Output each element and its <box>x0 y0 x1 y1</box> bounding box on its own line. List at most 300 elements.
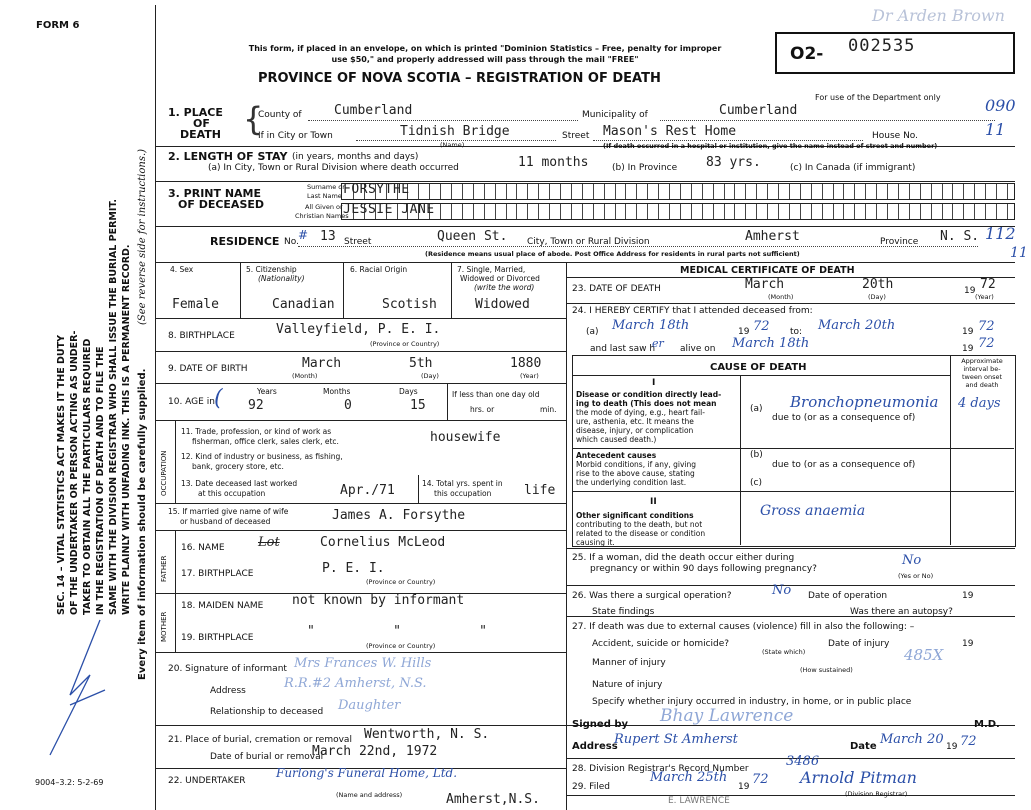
name-char-cell <box>854 184 855 199</box>
name-char-cell <box>669 184 670 199</box>
name-char-cell <box>952 204 953 219</box>
q14-field[interactable]: life <box>524 483 556 498</box>
racial-field[interactable]: Scotish <box>382 297 437 312</box>
margin-line-3: TAKER TO OBTAIN ALL THE PARTICULARS REQUIRED <box>82 338 93 615</box>
name-char-cell <box>582 184 583 199</box>
margin-scribble-icon <box>40 615 120 765</box>
name-char-cell <box>549 204 550 219</box>
occ-div-1 <box>418 475 419 503</box>
city-field[interactable]: Tidnish Bridge <box>400 124 510 139</box>
margin-line-2: OF THE UNDERTAKER OR PERSON ACTING AS UNDER- <box>69 330 80 615</box>
cause-header: CAUSE OF DEATH <box>710 362 807 373</box>
father-section-label: FATHER <box>160 555 168 582</box>
municipality-line <box>660 120 995 121</box>
name-char-cell <box>800 204 801 219</box>
certify-from-yr[interactable]: 72 <box>753 319 770 334</box>
q29-yr-prefix: 19 <box>738 782 750 792</box>
citizenship-field[interactable]: Canadian <box>272 297 335 312</box>
q29-registrar[interactable]: Arnold Pitman <box>800 768 917 787</box>
residence-city-label: City, Town or Rural Division <box>527 237 650 247</box>
marital-field[interactable]: Widowed <box>475 297 530 312</box>
cause-a-interval[interactable]: 4 days <box>958 396 1001 411</box>
q25-label-2: pregnancy or within 90 days following pregnancy? <box>590 564 817 574</box>
direct-cause-5: disease, injury, or complication <box>576 426 694 435</box>
dob-day-field[interactable]: 5th <box>409 356 433 371</box>
q13-field[interactable]: Apr./71 <box>340 483 395 498</box>
mail-notice-line2: use $50," and properly addressed will pass through the mail "FREE" <box>331 55 639 64</box>
residence-no-label: No. <box>284 237 299 247</box>
given-label-1: All Given or <box>305 203 343 211</box>
name-char-cell <box>680 184 681 199</box>
undertaker-label: 22. UNDERTAKER <box>168 776 246 786</box>
name-char-cell <box>865 184 866 199</box>
form-middle-divider <box>566 262 567 810</box>
name-char-cell <box>1007 204 1008 219</box>
death-year-label: (Year) <box>975 293 994 301</box>
marital-label-3: (write the word) <box>474 283 535 292</box>
last-saw-label: and last saw h <box>590 344 656 354</box>
q12-label-2: bank, grocery store, etc. <box>192 462 284 471</box>
age-months-field[interactable]: 0 <box>344 398 352 413</box>
q27-injury-date-label: Date of injury <box>828 639 890 649</box>
margin-line-1: SEC. 14 – VITAL STATISTICS ACT MAKES IT THE DUTY <box>56 335 67 615</box>
name-char-cell <box>778 184 779 199</box>
q29-field[interactable]: March 25th <box>650 770 728 785</box>
name-char-cell <box>549 184 550 199</box>
age-under-day-label: If less than one day old <box>452 390 540 399</box>
rule-e <box>155 318 566 319</box>
burial-date-field[interactable]: March 22nd, 1972 <box>312 744 438 759</box>
q26-date-label: Date of operation <box>808 591 888 601</box>
name-char-cell <box>985 204 986 219</box>
residence-no-mark: # <box>298 228 309 242</box>
residence-street-label: Street <box>344 237 372 247</box>
spouse-label-2: or husband of deceased <box>180 517 271 526</box>
name-char-cell <box>996 204 997 219</box>
name-char-cell <box>473 184 474 199</box>
name-char-cell <box>756 204 757 219</box>
name-char-cell <box>516 204 517 219</box>
informant-address[interactable]: R.R.#2 Amherst, N.S. <box>284 676 427 691</box>
alive-on-label: alive on <box>680 344 716 354</box>
age-days-field[interactable]: 15 <box>410 398 426 413</box>
residence-label: RESIDENCE <box>210 235 280 248</box>
name-char-cell <box>593 204 594 219</box>
medical-header: MEDICAL CERTIFICATE OF DEATH <box>680 265 855 276</box>
form-code: 9004–3.2: 5-2-69 <box>35 778 104 787</box>
name-char-cell <box>745 184 746 199</box>
margin-line-4: IN THE REGISTRATION OF DEATH AND TO FILE THE <box>95 346 106 615</box>
q12-label-1: 12. Kind of industry or business, as fishing, <box>181 452 343 461</box>
relationship-field[interactable]: Daughter <box>338 698 401 713</box>
burial-date-label: Date of burial or removal <box>210 752 324 762</box>
rule-f <box>155 351 566 352</box>
q27-yr: 19 <box>962 639 974 649</box>
age-label: 10. AGE in <box>168 397 215 407</box>
code-11-b: 11 <box>1010 245 1028 261</box>
stay-label: 2. LENGTH OF STAY <box>168 150 288 163</box>
death-month-field[interactable]: March <box>745 277 785 292</box>
name-char-cell <box>560 204 561 219</box>
spouse-field[interactable]: James A. Forsythe <box>332 508 466 523</box>
cause-low-line <box>572 491 1014 492</box>
age-hrs-label: hrs. or <box>470 405 495 414</box>
stay-a-field[interactable]: 11 months <box>518 155 589 170</box>
name-char-cell <box>604 184 605 199</box>
last-saw-her[interactable]: er <box>652 337 664 350</box>
name-char-cell <box>669 204 670 219</box>
name-char-cell <box>506 204 507 219</box>
name-char-cell <box>963 204 964 219</box>
direct-cause-4: ure, asthenia, etc. It means the <box>576 417 694 426</box>
county-label: County of <box>258 110 302 120</box>
rule-b <box>155 181 1015 182</box>
name-char-cell <box>615 204 616 219</box>
q27-manner-label: Manner of injury <box>592 658 666 668</box>
father-birthplace-label: 17. BIRTHPLACE <box>181 569 254 579</box>
name-char-cell <box>636 184 637 199</box>
name-char-cell <box>734 184 735 199</box>
dob-month-label: (Month) <box>292 372 318 380</box>
other-cond-2: contributing to the death, but not <box>576 520 703 529</box>
age-years-label: Years <box>257 387 277 396</box>
q26-autopsy-label: Was there an autopsy? <box>850 607 953 617</box>
place-label-1: 1. PLACE <box>168 106 223 119</box>
q27-how-label: (How sustained) <box>800 666 853 674</box>
due-to-label-b: due to (or as a consequence of) <box>772 460 916 470</box>
surname-field[interactable]: FORSYTHE <box>343 182 410 197</box>
q27-label: 27. If death was due to external causes (violence) fill in also the following: – <box>572 622 915 632</box>
name-char-cell <box>778 204 779 219</box>
occupation-section-label: OCCUPATION <box>160 450 168 496</box>
name-char-cell <box>691 184 692 199</box>
house-label: House No. <box>872 131 919 141</box>
q13-label-2: at this occupation <box>198 489 266 498</box>
mother-birthplace-sub: (Province or Country) <box>366 642 436 650</box>
county-line <box>308 120 578 121</box>
birthplace-label: 8. BIRTHPLACE <box>168 331 235 341</box>
name-char-cell <box>876 184 877 199</box>
certify-to-yr-prefix: 19 <box>962 327 974 337</box>
signed-address-label: Address <box>572 741 618 752</box>
mother-side <box>175 593 176 652</box>
signed-address[interactable]: Rupert St Amherst <box>614 732 738 747</box>
name-char-cell <box>767 204 768 219</box>
rule-h <box>155 420 566 421</box>
rule-l <box>155 652 566 653</box>
city-line <box>356 140 556 141</box>
name-char-cell <box>1007 184 1008 199</box>
name-char-cell <box>963 184 964 199</box>
name-char-cell <box>745 204 746 219</box>
name-char-cell <box>571 204 572 219</box>
birthplace-field[interactable]: Valleyfield, P. E. I. <box>276 322 441 337</box>
rule-i <box>155 503 566 504</box>
signed-by-signature[interactable]: Bhay Lawrence <box>660 706 794 726</box>
q29-registrar-sub: (Division Registrar) <box>845 790 908 798</box>
citizenship-label-2: (Nationality) <box>258 274 305 283</box>
mother-maiden-field[interactable]: not known by informant <box>292 593 465 608</box>
personal-div-2 <box>343 262 344 318</box>
reg-number: 002535 <box>848 36 916 56</box>
name-char-cell <box>571 184 572 199</box>
given-field[interactable]: JESSIE JANE <box>343 202 435 217</box>
father-birthplace-sub: (Province or Country) <box>366 578 436 586</box>
certify-to-label: to: <box>790 327 803 337</box>
q25-field[interactable]: No <box>902 553 922 568</box>
informant-signature[interactable]: Mrs Frances W. Hills <box>294 656 432 671</box>
interval-label-4: and death <box>965 381 999 389</box>
name-char-cell <box>495 184 496 199</box>
name-char-cell <box>647 204 648 219</box>
age-mark: ( <box>214 386 223 411</box>
dob-year-field[interactable]: 1880 <box>510 356 542 371</box>
dob-month-field[interactable]: March <box>302 356 342 371</box>
dob-year-label: (Year) <box>520 372 539 380</box>
q26-field[interactable]: No <box>772 583 792 598</box>
signed-date-label: Date <box>850 741 877 752</box>
corner-note: Dr Arden Brown <box>872 6 1005 25</box>
code-112: 112 <box>985 224 1016 243</box>
stay-a-label: (a) In City, Town or Rural Division where death occurred <box>208 163 459 173</box>
residence-note: (Residence means usual place of abode. Post Office Address for residents in rural parts not sufficient) <box>425 250 800 258</box>
name-char-cell <box>974 204 975 219</box>
last-seen-yr-prefix: 19 <box>962 344 974 354</box>
certify-from-field[interactable]: March 18th <box>612 318 690 333</box>
stay-label-sub: (in years, months and days) <box>292 152 419 162</box>
rule-u <box>566 795 1015 796</box>
q26-findings-label: State findings <box>592 607 655 617</box>
place-brace-icon: { <box>243 100 264 138</box>
roman-one: I <box>652 378 656 388</box>
code-090: 090 <box>985 96 1016 115</box>
undertaker-address[interactable]: Amherst,N.S. <box>446 792 540 807</box>
institution-note: (If death occurred in a hospital or institution, give the name instead of street and number) <box>603 142 938 150</box>
roman-two: II <box>650 497 657 507</box>
name-char-cell <box>484 184 485 199</box>
interval-label-3: tween onset <box>961 373 1003 381</box>
name-char-cell <box>647 184 648 199</box>
name-char-cell <box>440 184 441 199</box>
death-month-label: (Month) <box>768 293 794 301</box>
place-label-2: OF <box>193 117 210 130</box>
name-char-cell <box>451 204 452 219</box>
name-char-cell <box>865 204 866 219</box>
due-to-label-a: due to (or as a consequence of) <box>772 413 916 423</box>
death-day-field[interactable]: 20th <box>862 277 894 292</box>
name-char-cell <box>604 204 605 219</box>
q11-field[interactable]: housewife <box>430 430 501 445</box>
name-char-cell <box>625 204 626 219</box>
age-min-label: min. <box>540 405 557 414</box>
other-cond-3: related to the disease or condition <box>576 529 706 538</box>
name-char-cell <box>789 204 790 219</box>
name-char-cell <box>506 184 507 199</box>
q28-field[interactable]: 3486 <box>786 754 820 769</box>
name-char-cell <box>713 184 714 199</box>
certify-to-field[interactable]: March 20th <box>818 318 896 333</box>
name-char-cell <box>582 204 583 219</box>
residence-no-field[interactable]: 13 <box>320 229 336 244</box>
name-char-cell <box>538 204 539 219</box>
name-char-cell <box>636 204 637 219</box>
stay-b-field[interactable]: 83 yrs. <box>706 155 761 170</box>
name-char-cell <box>985 184 986 199</box>
name-char-cell <box>625 184 626 199</box>
certify-from-yr-prefix: 19 <box>738 327 750 337</box>
margin-supplied-note: Every item of information should be carefully supplied. <box>137 368 148 680</box>
stay-b-label: (b) In Province <box>612 163 678 173</box>
burial-place-field[interactable]: Wentworth, N. S. <box>364 727 490 742</box>
sex-field[interactable]: Female <box>172 297 219 312</box>
name-char-cell <box>767 184 768 199</box>
name-char-cell <box>462 204 463 219</box>
residence-province-label: Province <box>880 237 919 247</box>
code-11-a: 11 <box>985 120 1006 139</box>
name-label-2: OF DECEASED <box>178 198 265 211</box>
residence-city-field[interactable]: Amherst <box>745 229 800 244</box>
undertaker-sub: (Name and address) <box>336 791 403 799</box>
name-char-cell <box>887 184 888 199</box>
signed-date[interactable]: March 20 <box>880 732 944 747</box>
mother-birthplace-field[interactable]: " " " <box>307 624 488 639</box>
name-label-1: 3. PRINT NAME <box>168 187 262 200</box>
form-left-border <box>155 5 156 810</box>
name-char-cell <box>484 204 485 219</box>
last-seen-field[interactable]: March 18th <box>732 336 810 351</box>
informant-address-label: Address <box>210 686 246 696</box>
q11-label-2: fisherman, office clerk, sales clerk, etc. <box>192 437 339 446</box>
name-char-cell <box>538 184 539 199</box>
father-name-field[interactable]: Cornelius McLeod <box>320 535 446 550</box>
name-char-cell <box>898 184 899 199</box>
county-field[interactable]: Cumberland <box>334 103 413 118</box>
cause-mid-line <box>572 448 1014 449</box>
name-char-cell <box>724 204 725 219</box>
age-days-label: Days <box>399 387 418 396</box>
father-birthplace-field[interactable]: P. E. I. <box>322 561 385 576</box>
father-name-label: 16. NAME <box>181 543 225 553</box>
cause-label-div <box>740 375 741 545</box>
name-char-cell <box>734 204 735 219</box>
q14-label-1: 14. Total yrs. spent in <box>422 479 503 488</box>
name-char-cell <box>898 204 899 219</box>
name-char-cell <box>560 184 561 199</box>
rule-q <box>566 548 1015 549</box>
certify-a-label: (a) <box>586 327 599 337</box>
q29-clerk-stamp: E. LAWRENCE <box>668 796 730 806</box>
mother-maiden-label: 18. MAIDEN NAME <box>181 601 264 611</box>
name-char-cell <box>691 204 692 219</box>
q28-label: 28. Division Registrar's Record Number <box>572 764 749 774</box>
surname-label-1: Surname or <box>307 183 345 191</box>
stay-c-label: (c) In Canada (if immigrant) <box>790 163 916 173</box>
q26-yr: 19 <box>962 591 974 601</box>
sex-label: 4. Sex <box>170 265 194 274</box>
marital-label-1: 7. Single, Married, <box>457 265 526 274</box>
residence-province-field[interactable]: N. S. <box>940 229 980 244</box>
given-box[interactable] <box>341 203 1015 220</box>
age-years-field[interactable]: 92 <box>248 398 264 413</box>
name-char-cell <box>931 184 932 199</box>
informant-label: 20. Signature of informant <box>168 664 287 674</box>
other-cond-field[interactable]: Gross anaemia <box>760 503 866 519</box>
reg-prefix: O2- <box>790 44 824 64</box>
name-char-cell <box>724 184 725 199</box>
name-char-cell <box>952 184 953 199</box>
rule-o <box>566 277 1015 278</box>
direct-cause-2: ing to death (This does not mean <box>576 399 717 408</box>
city-label: If in City or Town <box>258 131 333 141</box>
direct-cause-3: the mode of dying, e.g., heart fail- <box>576 408 705 417</box>
name-char-cell <box>680 204 681 219</box>
q27-code: 485X <box>904 646 944 664</box>
antecedent-2: Morbid conditions, if any, giving <box>576 460 697 469</box>
cause-a-field[interactable]: Bronchopneumonia <box>790 393 939 411</box>
given-label-2: Christian Names <box>295 212 349 220</box>
name-char-cell <box>909 204 910 219</box>
other-cond-4: causing it. <box>576 538 615 547</box>
signed-md: M.D. <box>974 719 1000 730</box>
mother-section-label: MOTHER <box>160 611 168 642</box>
q27-nature-label: Nature of injury <box>592 680 663 690</box>
q26-label: 26. Was there a surgical operation? <box>572 591 732 601</box>
certify-to-yr[interactable]: 72 <box>978 319 995 334</box>
residence-line <box>298 246 978 247</box>
name-char-cell <box>429 184 430 199</box>
death-date-label: 23. DATE OF DEATH <box>572 284 661 294</box>
surname-box[interactable] <box>341 183 1015 200</box>
q13-label-1: 13. Date deceased last worked <box>181 479 298 488</box>
mail-notice-line1: This form, if placed in an envelope, on which is printed "Dominion Statistics – Free, penalty for improper <box>248 44 722 53</box>
q29-yr[interactable]: 72 <box>752 772 769 787</box>
cause-c-label: (c) <box>750 478 762 488</box>
street-line <box>593 140 863 141</box>
signed-yr[interactable]: 72 <box>960 734 977 749</box>
municipality-field[interactable]: Cumberland <box>719 103 798 118</box>
street-field[interactable]: Mason's Rest Home <box>603 124 737 139</box>
name-char-cell <box>996 184 997 199</box>
name-char-cell <box>473 204 474 219</box>
death-year-field[interactable]: 72 <box>980 277 996 292</box>
name-char-cell <box>615 184 616 199</box>
residence-street-field[interactable]: Queen St. <box>437 229 508 244</box>
q25-label-1: 25. If a woman, did the death occur either during <box>572 553 795 563</box>
name-char-cell <box>756 184 757 199</box>
rule-c <box>155 226 1015 227</box>
name-char-cell <box>440 204 441 219</box>
name-char-cell <box>843 204 844 219</box>
undertaker-name[interactable]: Furlong's Funeral Home, Ltd. <box>276 766 458 780</box>
rule-g <box>155 383 566 384</box>
personal-div-1 <box>240 262 241 318</box>
death-year-prefix: 19 <box>964 286 976 296</box>
name-char-cell <box>713 204 714 219</box>
marital-label-2: Widowed or Divorced <box>460 274 540 283</box>
name-char-cell <box>942 184 943 199</box>
name-char-cell <box>702 204 703 219</box>
last-seen-yr[interactable]: 72 <box>978 336 995 351</box>
occupation-side <box>175 420 176 503</box>
q27-state-which: (State which) <box>762 648 806 656</box>
name-char-cell <box>811 204 812 219</box>
q25-sub: (Yes or No) <box>898 572 934 580</box>
name-char-cell <box>974 184 975 199</box>
dob-label: 9. DATE OF BIRTH <box>168 364 248 374</box>
margin-reverse-note: (See reverse side for instructions.) <box>137 148 148 325</box>
name-char-cell <box>887 204 888 219</box>
mother-birthplace-label: 19. BIRTHPLACE <box>181 633 254 643</box>
